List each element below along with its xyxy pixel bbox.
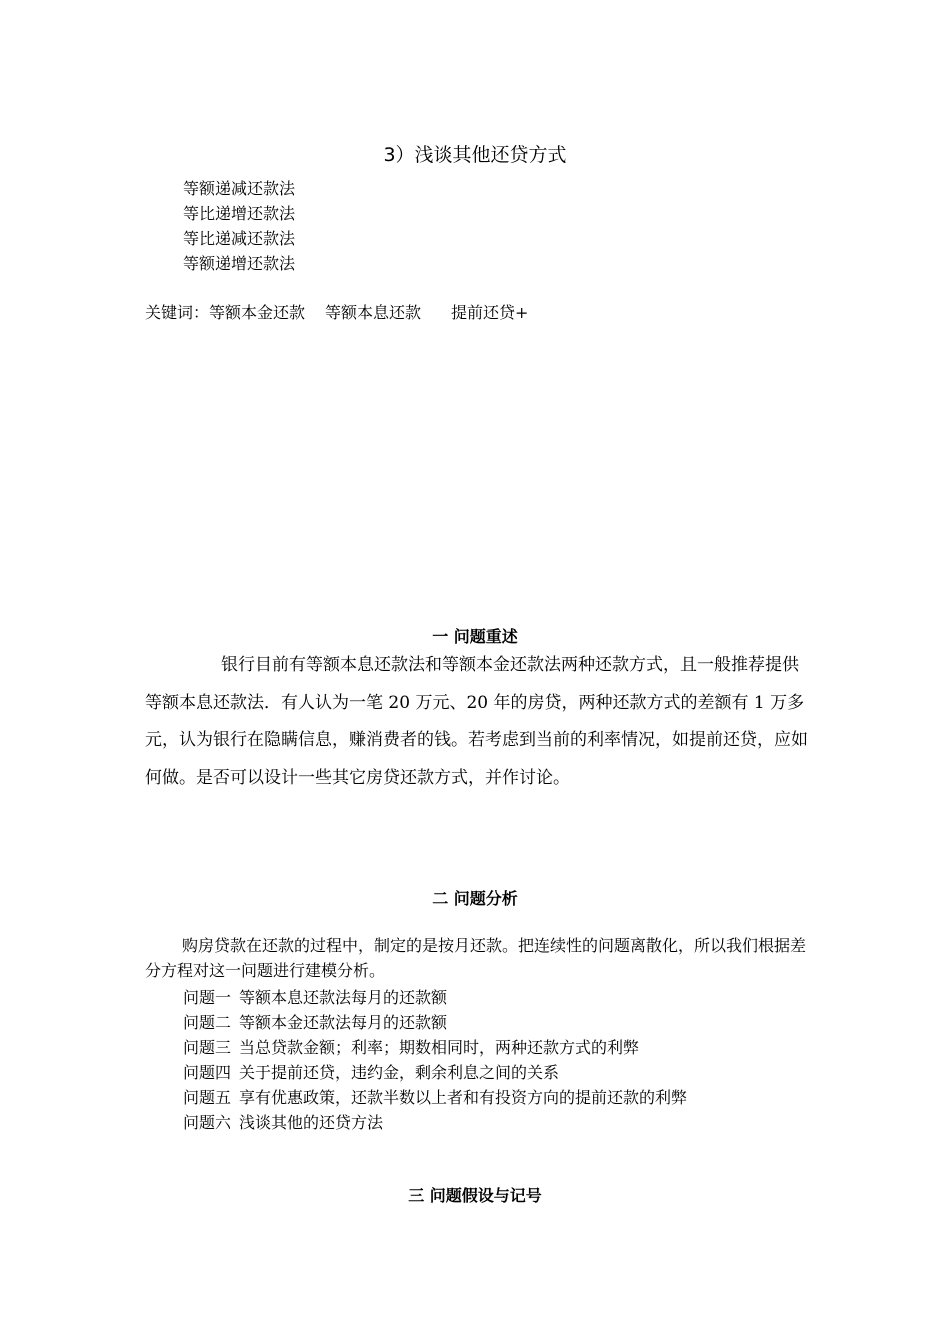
keywords-label: 关键词： <box>145 303 210 322</box>
question-item <box>183 1010 447 1033</box>
question-text: 等额本息还款法每月的还款额 <box>239 988 448 1007</box>
question-text: 等额本金还款法每月的还款额 <box>239 1013 448 1032</box>
keyword-item: 等额本金还款 <box>209 303 306 322</box>
method-item: 等比递减还款法 <box>183 229 296 248</box>
question-text: 当总贷款金额；利率；期数相同时，两种还款方式的利弊 <box>239 1038 640 1057</box>
question-label: 问题五 <box>183 1088 232 1107</box>
question-label: 问题六 <box>183 1113 232 1132</box>
method-item: 等额递减还款法 <box>183 179 296 198</box>
question-item <box>183 1060 559 1083</box>
question-text: 浅谈其他的还贷方法 <box>239 1113 384 1132</box>
section-title-analysis: 二 问题分析 <box>432 889 518 908</box>
question-label: 问题三 <box>183 1038 232 1057</box>
section-title-assumptions: 三 问题假设与记号 <box>408 1186 542 1205</box>
method-item: 等额递增还款法 <box>183 254 296 273</box>
subtitle: 3）浅谈其他还贷方式 <box>383 144 567 166</box>
question-item <box>183 1035 639 1058</box>
question-item <box>183 1085 687 1108</box>
question-item <box>183 985 447 1008</box>
keyword-item: 提前还贷+ <box>451 303 529 322</box>
question-label: 问题四 <box>183 1063 232 1082</box>
question-text: 关于提前还贷，违约金，剩余利息之间的关系 <box>239 1063 560 1082</box>
question-label: 问题二 <box>183 1013 232 1032</box>
keyword-item: 等额本息还款 <box>325 303 422 322</box>
keywords-line <box>145 300 528 323</box>
question-label: 问题一 <box>183 988 232 1007</box>
question-text: 享有优惠政策，还款半数以上者和有投资方向的提前还款的利弊 <box>239 1088 688 1107</box>
section-title-restatement: 一 问题重述 <box>432 627 518 646</box>
analysis-paragraph: 购房贷款在还款的过程中，制定的是按月还款。把连续性的问题离散化，所以我们根据差分方程对这一问题进行建模分析。 <box>145 936 807 980</box>
question-item <box>183 1110 383 1133</box>
restatement-paragraph: 银行目前有等额本息还款法和等额本金还款法两种还款方式，且一般推荐提供等额本息还款法．有人认为一笔 20 万元、20 年的房贷，两种还款方式的差额有 1 万多元，认为银行在隐瞒信息，赚消费者的钱。若考虑到当前的利率情况，如提前还贷，应如何做。是否可以设计一些其它房贷还款方式，并作讨论。 <box>145 655 808 788</box>
method-item: 等比递增还款法 <box>183 204 296 223</box>
